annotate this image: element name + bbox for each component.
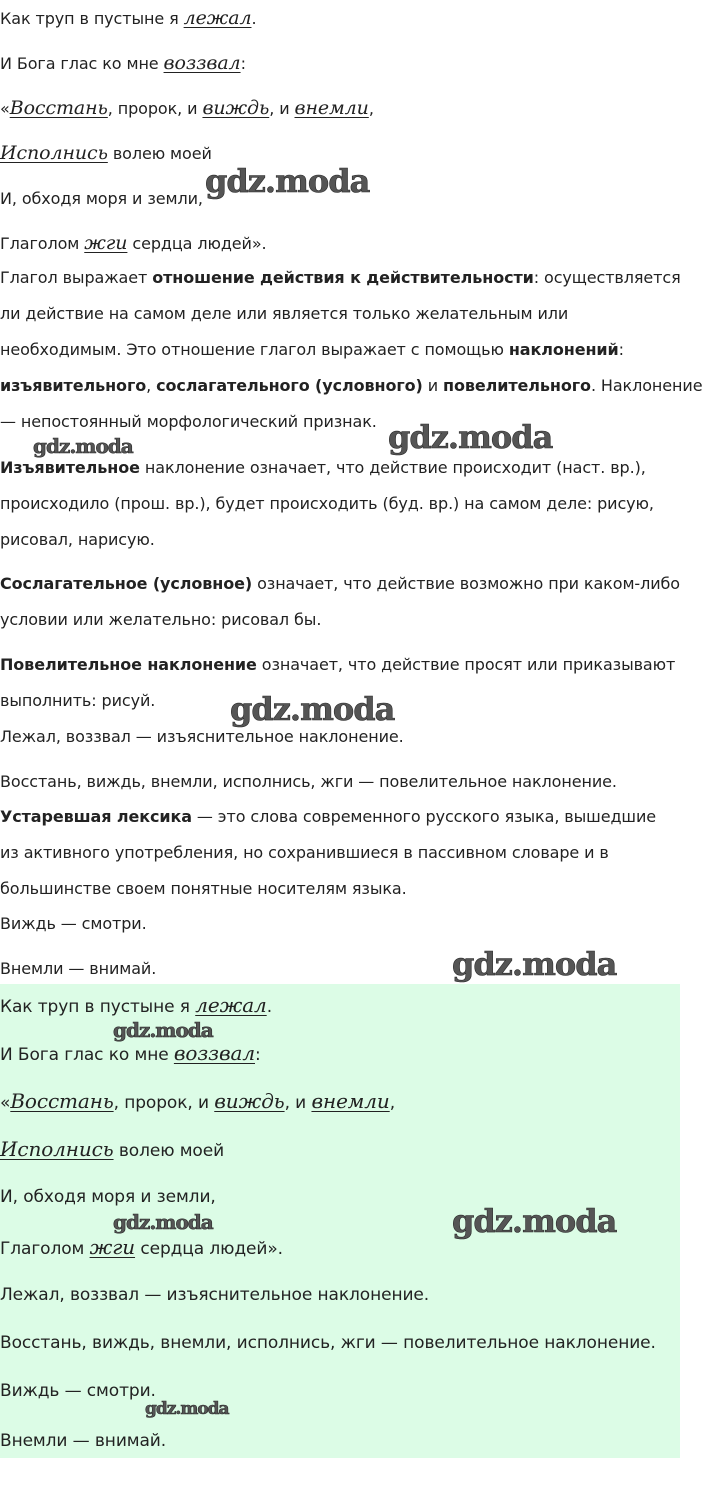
poem-line-4: Исполнись волею моей [0,1137,225,1161]
theory-paragraph-line: изъявительного, сослагательного (условного) и повелительного. Наклонение [0,376,702,395]
underlined-verb: внемли [294,97,369,119]
underlined-verb: Восстань [9,97,108,119]
poem-line-1: Как труп в пустыне я лежал. [0,7,257,29]
theory-paragraph-line: из активного употребления, но сохранившиеся в пассивном словаре и в [0,843,609,862]
theory-paragraph-line: Устаревшая лексика — это слова современного русского языка, вышедшие [0,807,656,826]
underlined-verb: воззвал [163,52,241,74]
answer-mood-line: Лежал, воззвал — изъяснительное наклонение. [0,727,404,746]
poem-line-3: «Восстань, пророк, и виждь, и внемли, [0,1089,396,1113]
watermark: gdz.moda [33,434,133,458]
theory-paragraph-line: — непостоянный морфологический признак. [0,412,377,431]
poem-line-6: Глаголом жги сердца людей». [0,1235,283,1259]
underlined-verb: виждь [202,97,270,119]
theory-paragraph-line: Повелительное наклонение означает, что действие просят или приказывают [0,655,676,674]
vocab-line: Внемли — внимай. [0,1431,167,1451]
watermark: gdz.moda [452,1202,617,1240]
watermark: gdz.moda [113,1018,213,1042]
watermark: gdz.moda [205,162,370,200]
vocab-line: Виждь — смотри. [0,1381,156,1401]
underlined-verb: лежал [183,7,252,29]
poem-line-5: И, обходя моря и земли, [0,189,203,208]
theory-paragraph-line: ли действие на самом деле или является только желательным или [0,304,569,323]
underlined-verb: виждь [214,1089,285,1113]
theory-paragraph-line: условии или желательно: рисовал бы. [0,610,322,629]
watermark: gdz.moda [113,1210,213,1234]
answer-mood-line: Восстань, виждь, внемли, исполнись, жги — повелительное наклонение. [0,772,617,791]
poem-line-3: «Восстань, пророк, и виждь, и внемли, [0,97,374,119]
underlined-verb: воззвал [173,1041,255,1065]
underlined-verb: внемли [311,1089,390,1113]
underlined-verb: Исполнись [0,1137,114,1161]
vocab-line: Внемли — внимай. [0,959,157,978]
vocab-line: Виждь — смотри. [0,914,147,933]
answer-mood-line: Лежал, воззвал — изъяснительное наклонение. [0,1285,430,1305]
poem-line-5: И, обходя моря и земли, [0,1187,216,1207]
poem-line-2: И Бога глас ко мне воззвал: [0,52,246,74]
theory-paragraph-line: Глагол выражает отношение действия к действительности: осуществляется [0,268,681,287]
poem-line-1: Как труп в пустыне я лежал. [0,993,272,1017]
theory-paragraph-line: рисовал, нарисую. [0,530,155,549]
theory-paragraph-line: большинстве своем понятные носителям языка. [0,879,407,898]
poem-line-4: Исполнись волею моей [0,142,212,164]
watermark: gdz.moda [145,1399,229,1419]
theory-paragraph-line: Изъявительное наклонение означает, что действие происходит (наст. вр.), [0,458,646,477]
underlined-verb: Исполнись [0,142,108,164]
underlined-verb: жги [89,1235,136,1259]
poem-line-6: Глаголом жги сердца людей». [0,232,267,254]
answer-mood-line: Восстань, виждь, внемли, исполнись, жги — повелительное наклонение. [0,1333,656,1353]
theory-paragraph-line: необходимым. Это отношение глагол выражает с помощью наклонений: [0,340,624,359]
underlined-verb: Восстань [10,1089,114,1113]
underlined-verb: жги [84,232,128,254]
underlined-verb: лежал [195,993,267,1017]
theory-paragraph-line: происходило (прош. вр.), будет происходить (буд. вр.) на самом деле: рисую, [0,494,654,513]
watermark: gdz.moda [230,690,395,728]
watermark: gdz.moda [452,945,617,983]
poem-line-2: И Бога глас ко мне воззвал: [0,1041,261,1065]
theory-paragraph-line: выполнить: рисуй. [0,691,156,710]
theory-paragraph-line: Сослагательное (условное) означает, что действие возможно при каком-либо [0,574,680,593]
watermark: gdz.moda [388,418,553,456]
